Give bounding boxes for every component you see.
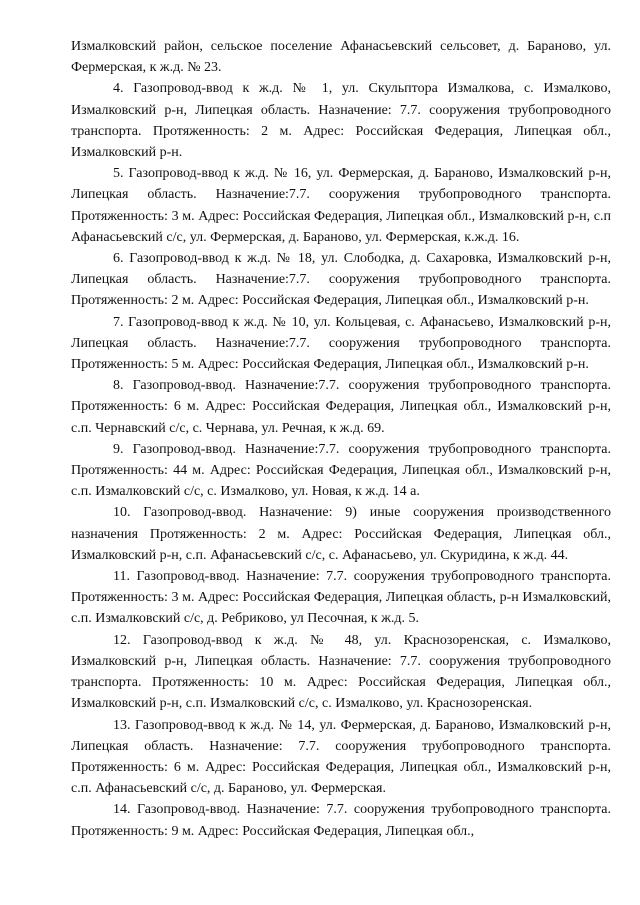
list-item-9: 9. Газопровод-ввод. Назначение:7.7. сооружения трубопроводного транспорта. Протяженность: 44 м. Адрес: Российская Федерация, Липецкая обл., Измалковский р-н, с.п. Измалковский с/с, с. Измалково, ул. Новая, к ж.д. 14 а. [71, 441, 611, 500]
list-item-6: 6. Газопровод-ввод к ж.д. № 18, ул. Слободка, д. Сахаровка, Измалковский р-н, Липецкая область. Назначение:7.7. сооружения трубопроводного транспорта. Протяженность: 2 м. Адрес: Российская Федерация, Липецкая обл., Измалковский р-н. [71, 251, 611, 309]
list-item-10: 10. Газопровод-ввод. Назначение: 9) иные сооружения производственного назначения Протяженность: 2 м. Адрес: Российская Федерация, Липецкая обл., Измалковский р-н, с.п. Афанасьевский с/с, с. Афанасьево, ул. Скуридина, к ж.д. 44. [71, 505, 611, 563]
list-item-12: 12. Газопровод-ввод к ж.д. № 48, ул. Краснозоренская, с. Измалково, Измалковский р-н, Липецкая область. Назначение: 7.7. сооружения трубопроводного транспорта. Протяженность: 10 м. Адрес: Российская Федерация, Липецкая обл., Измалковский р-н, с.п. Измалковский с/с, с. Измалково, ул. Краснозоренская. [71, 632, 611, 712]
list-item-13: 13. Газопровод-ввод к ж.д. № 14, ул. Фермерская, д. Бараново, Измалковский р-н, Липецкая область. Назначение: 7.7. сооружения трубопроводного транспорта. Протяженность: 6 м. Адрес: Российская Федерация, Липецкая обл., Измалковский р-н, с.п. Афанасьевский с/с, д. Бараново, ул. Фермерская. [71, 717, 611, 797]
list-item-11: 11. Газопровод-ввод. Назначение: 7.7. сооружения трубопроводного транспорта. Протяженность: 3 м. Адрес: Российская Федерация, Липецкая область, р-н Измалковский, с.п. Измалковский с/с, д. Ребриково, ул Песочная, к ж.д. 5. [71, 569, 611, 627]
list-item-8: 8. Газопровод-ввод. Назначение:7.7. сооружения трубопроводного транспорта. Протяженность: 6 м. Адрес: Российская Федерация, Липецкая обл., Измалковский р-н, с.п. Чернавский с/с, с. Чернава, ул. Речная, к ж.д. 69. [71, 378, 611, 436]
document-page [71, 36, 611, 842]
list-item-5: 5. Газопровод-ввод к ж.д. № 16, ул. Фермерская, д. Бараново, Измалковский р-н, Липецкая область. Назначение:7.7. сооружения трубопроводного транспорта. Протяженность: 3 м. Адрес: Российская Федерация, Липецкая обл., Измалковский р-н, с.п Афанасьевский с/с, ул. Фермерская, д. Бараново, ул. Фермерская, к.ж.д. 16. [71, 166, 611, 245]
list-item-14: 14. Газопровод-ввод. Назначение: 7.7. сооружения трубопроводного транспорта. Протяженность: 9 м. Адрес: Российская Федерация, Липецкая обл., [71, 802, 611, 839]
list-item-7: 7. Газопровод-ввод к ж.д. № 10, ул. Кольцевая, с. Афанасьево, Измалковский р-н, Липецкая область. Назначение:7.7. сооружения трубопроводного транспорта. Протяженность: 5 м. Адрес: Российская Федерация, Липецкая обл., Измалковский р-н. [71, 314, 611, 373]
paragraph-continuation: Измалковский район, сельское поселение Афанасьевский сельсовет, д. Бараново, ул. Фермерская, к ж.д. № 23. [71, 39, 611, 76]
list-item-4: 4. Газопровод-ввод к ж.д. № 1, ул. Скульптора Измалкова, с. Измалково, Измалковский р-н, Липецкая область. Назначение: 7.7. сооружения трубопроводного транспорта. Протяженность: 2 м. Адрес: Российская Федерация, Липецкая обл., Измалковский р-н. [71, 81, 611, 161]
